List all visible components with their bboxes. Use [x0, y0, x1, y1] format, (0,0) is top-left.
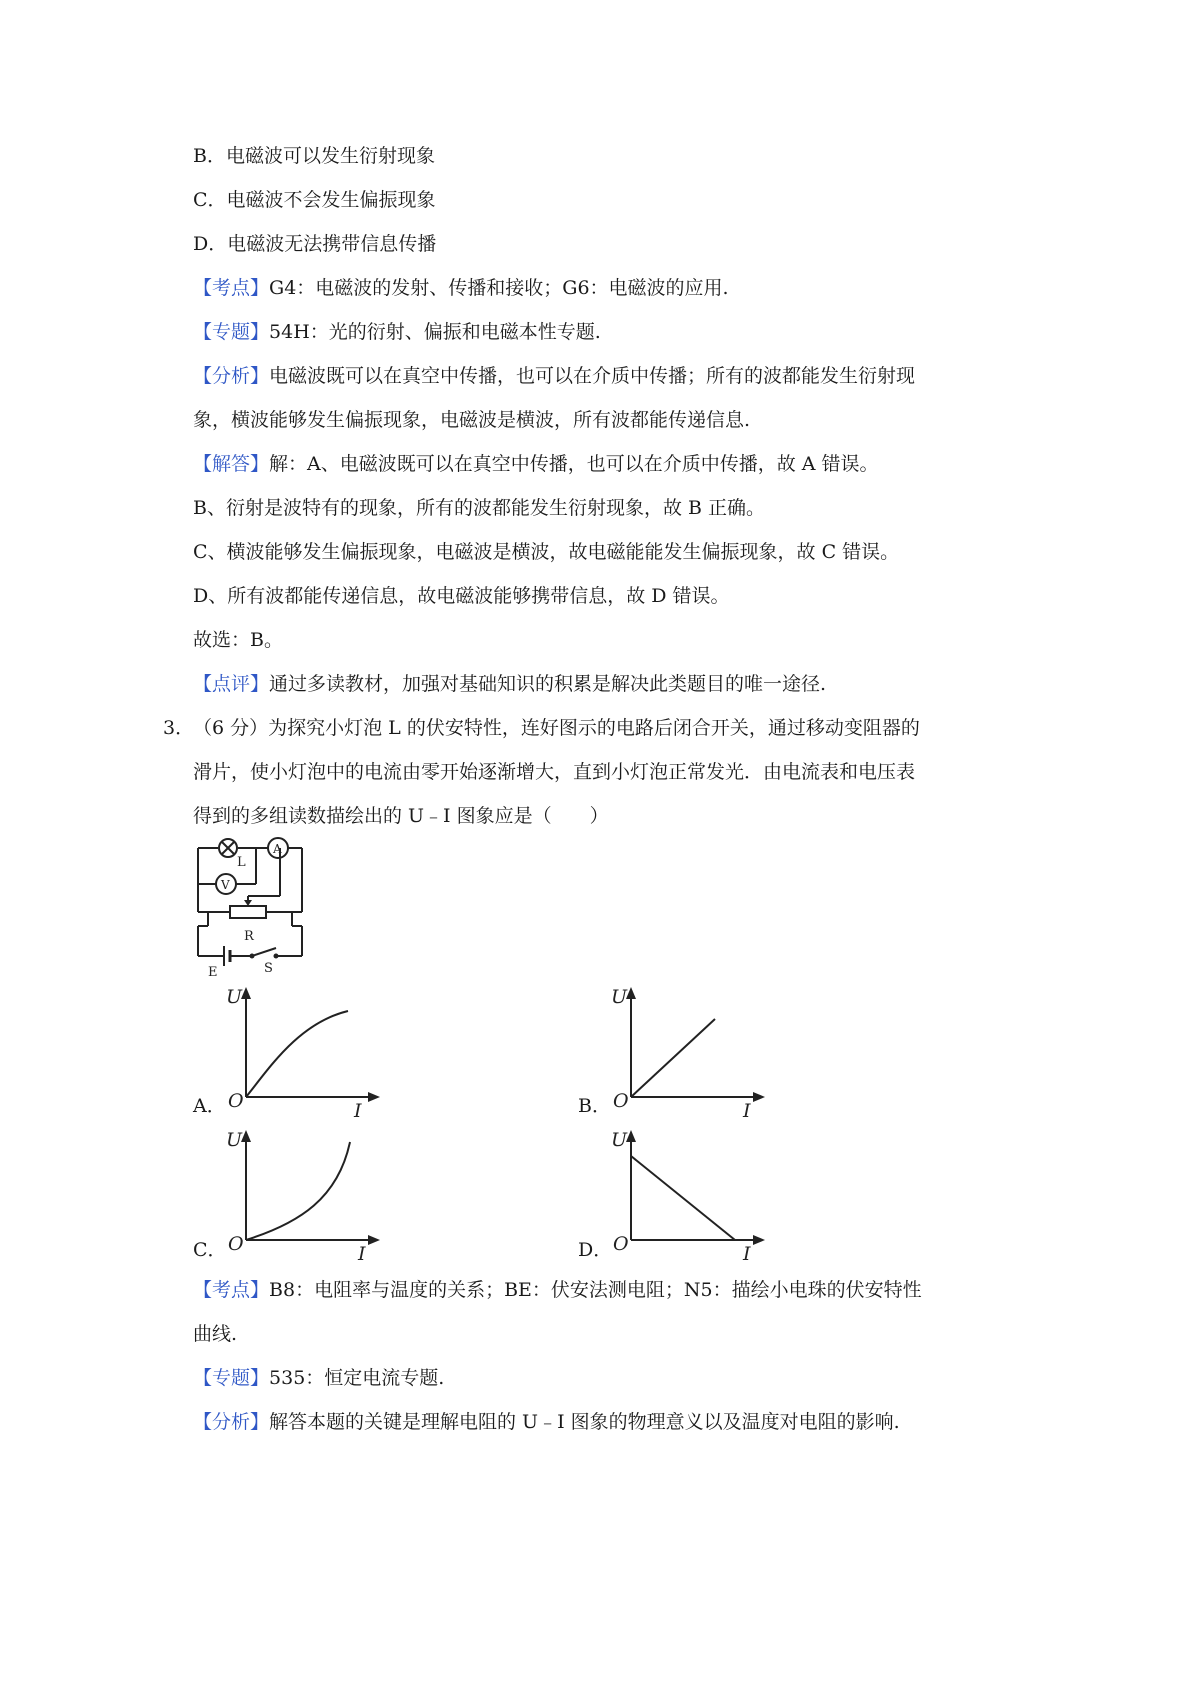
zhuanti-text: 54H：光的衍射、偏振和电磁本性专题. — [269, 321, 601, 343]
kaodian-tag: 【考点】 — [193, 277, 270, 299]
rheostat-label: R — [244, 929, 254, 944]
switch-label: S — [264, 961, 273, 976]
lamp-label: L — [237, 855, 246, 870]
circuit-diagram — [190, 838, 310, 978]
graph-c-origin-label: O — [228, 1233, 244, 1255]
jieda-c: C、横波能够发生偏振现象，电磁波是横波，故电磁能能发生偏振现象，故 C 错误。 — [193, 541, 900, 563]
jieda — [193, 452, 879, 476]
dianping-text: 通过多读教材，加强对基础知识的积累是解决此类题目的唯一途径. — [269, 673, 827, 695]
graph-b-i-label: I — [743, 1100, 751, 1122]
graph-d-origin-label: O — [613, 1233, 629, 1255]
zhuanti-tag: 【专题】 — [193, 321, 270, 343]
fenxi-1 — [193, 364, 915, 388]
battery-label: E — [208, 965, 218, 980]
option-d: D．电磁波无法携带信息传播 — [193, 233, 437, 255]
graph-c-i-label: I — [358, 1243, 366, 1265]
fenxi-1-continued: 象，横波能够发生偏振现象，电磁波是横波，所有波都能传递信息. — [193, 409, 751, 431]
jieda-text: 解：A、电磁波既可以在真空中传播，也可以在介质中传播，故 A 错误。 — [269, 453, 879, 475]
option-b-label: B． — [578, 1095, 611, 1117]
kaodian-2-text: B8：电阻率与温度的关系；BE：伏安法测电阻；N5：描绘小电珠的伏安特性 — [269, 1279, 922, 1301]
graph-c — [220, 1128, 390, 1265]
kaodian-1 — [193, 276, 729, 300]
zhuanti-2 — [193, 1366, 444, 1390]
graph-d-i-label: I — [743, 1243, 751, 1265]
zhuanti-2-text: 535：恒定电流专题. — [269, 1367, 445, 1389]
zhuanti-2-tag: 【专题】 — [193, 1367, 270, 1389]
graph-b-u-label: U — [611, 986, 628, 1008]
guxuan: 故选：B。 — [193, 629, 283, 651]
jieda-tag: 【解答】 — [193, 453, 270, 475]
kaodian-2 — [193, 1278, 922, 1302]
option-d-label: D． — [578, 1239, 613, 1261]
option-c: C．电磁波不会发生偏振现象 — [193, 189, 436, 211]
graph-c-u-label: U — [226, 1129, 243, 1151]
option-b: B．电磁波可以发生衍射现象 — [193, 145, 435, 167]
question-number: 3． — [163, 717, 195, 739]
fenxi-2-text: 解答本题的关键是理解电阻的 U﹣I 图象的物理意义以及温度对电阻的影响. — [269, 1411, 900, 1433]
kaodian-2-continued: 曲线. — [193, 1323, 238, 1345]
graph-d-u-label: U — [611, 1129, 628, 1151]
graph-d — [605, 1128, 775, 1265]
graph-a-origin-label: O — [228, 1090, 244, 1112]
fenxi-2 — [193, 1410, 900, 1434]
dianping — [193, 672, 826, 696]
voltmeter-label: V — [221, 878, 230, 892]
zhuanti-1 — [193, 320, 601, 344]
option-a-label: A． — [193, 1095, 226, 1117]
graph-a — [220, 985, 390, 1122]
kaodian-text: G4：电磁波的发射、传播和接收；G6：电磁波的应用. — [269, 277, 729, 299]
kaodian-2-tag: 【考点】 — [193, 1279, 270, 1301]
fenxi-text: 电磁波既可以在真空中传播，也可以在介质中传播；所有的波都能发生衍射现 — [269, 365, 916, 387]
fenxi-2-tag: 【分析】 — [193, 1411, 270, 1433]
jieda-b: B、衍射是波特有的现象，所有的波都能发生衍射现象，故 B 正确。 — [193, 497, 766, 519]
graph-b-origin-label: O — [613, 1090, 629, 1112]
graph-a-u-label: U — [226, 986, 243, 1008]
jieda-d: D、所有波都能传递信息，故电磁波能够携带信息，故 D 错误。 — [193, 585, 730, 607]
question-line-1: （6 分）为探究小灯泡 L 的伏安特性，连好图示的电路后闭合开关，通过移动变阻器的 — [193, 717, 920, 739]
question-line-2: 滑片，使小灯泡中的电流由零开始逐渐增大，直到小灯泡正常发光．由电流表和电压表 — [193, 761, 916, 783]
fenxi-tag: 【分析】 — [193, 365, 270, 387]
graph-a-i-label: I — [354, 1100, 362, 1122]
option-c-label: C． — [193, 1239, 227, 1261]
question-line-3: 得到的多组读数描绘出的 U﹣I 图象应是（ ） — [193, 805, 609, 827]
dianping-tag: 【点评】 — [193, 673, 270, 695]
graph-b — [605, 985, 775, 1122]
ammeter-label: A — [273, 842, 282, 856]
